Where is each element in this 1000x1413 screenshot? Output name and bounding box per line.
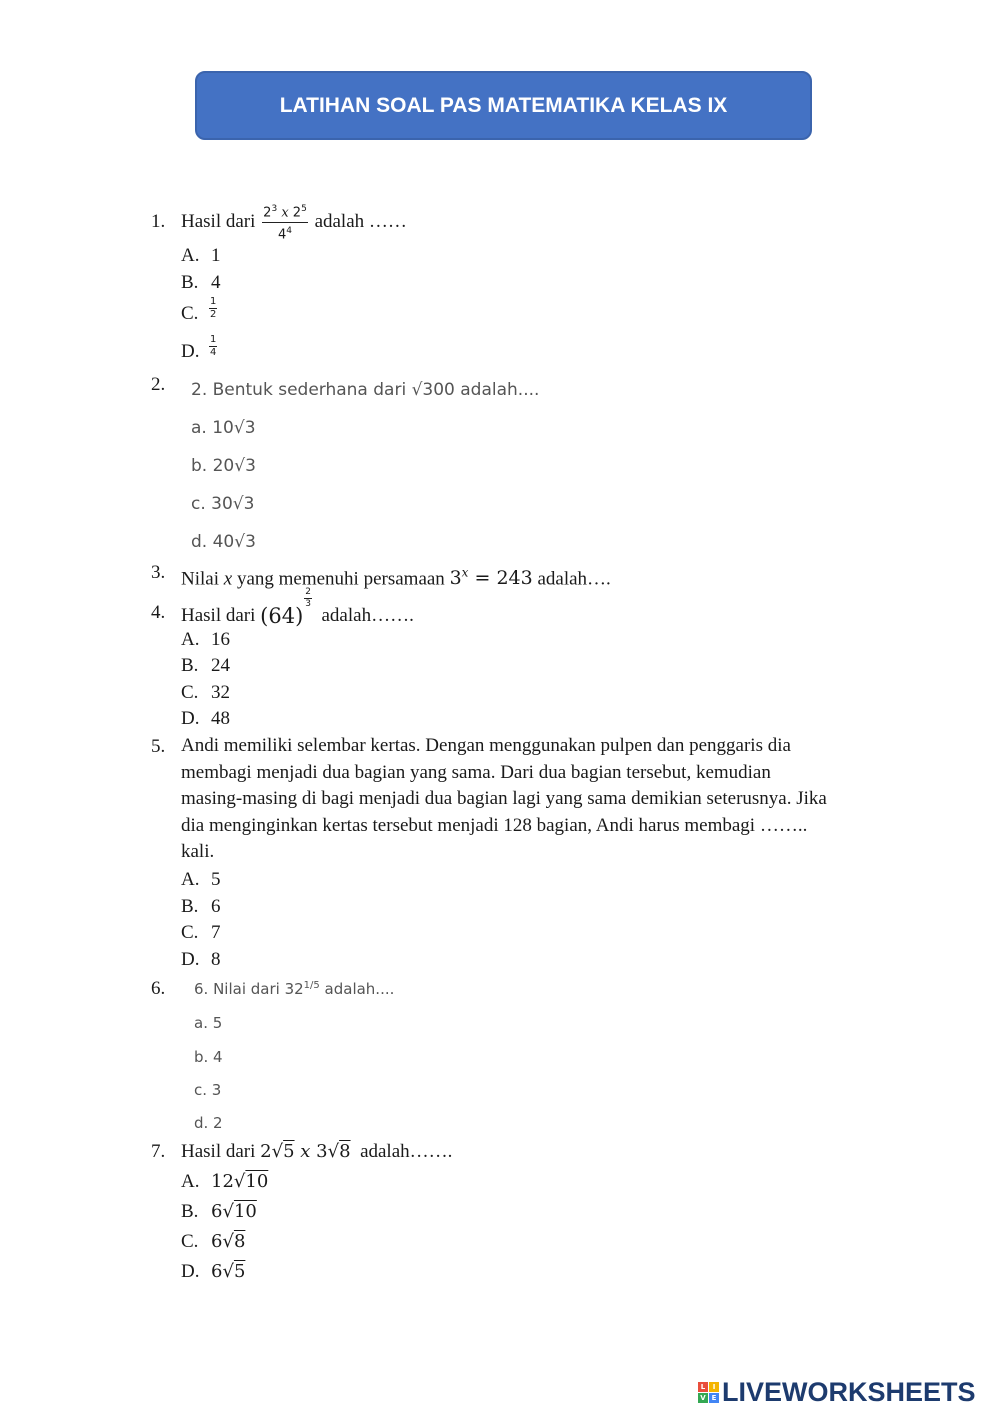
option-letter: B.	[181, 272, 199, 293]
option-letter: D.	[181, 949, 200, 970]
option-letter: A.	[181, 245, 200, 266]
option-value[interactable]: 6√5	[211, 1261, 246, 1282]
option-item[interactable]: d. 2	[194, 1114, 223, 1132]
question-number: 3.	[151, 562, 166, 583]
option-item[interactable]: c. 3	[194, 1081, 222, 1099]
option-value[interactable]: 6√8	[211, 1231, 246, 1252]
option-value[interactable]: $\frac{1}{2}$	[210, 296, 217, 320]
option-value[interactable]: 6	[211, 896, 221, 917]
exponent-fraction: $\frac{2}{3}$	[305, 587, 311, 609]
question-number: 5.	[151, 736, 166, 757]
option-letter: D.	[181, 341, 200, 362]
question-text: Hasil dari (64) $\frac{2}{3}$ adalah…….	[181, 587, 414, 628]
option-value[interactable]: $\frac{1}{4}$	[210, 334, 217, 358]
option-value[interactable]: 5	[211, 869, 221, 890]
option-value[interactable]: 48	[211, 708, 230, 729]
question-text	[181, 197, 407, 247]
title-banner	[195, 71, 812, 140]
option-item[interactable]: b. 4	[194, 1048, 223, 1066]
option-value[interactable]: 7	[211, 922, 221, 943]
page-title: LATIHAN SOAL PAS MATEMATIKA KELAS IX	[279, 93, 728, 117]
liveworksheets-logo[interactable]	[698, 1377, 976, 1408]
option-value[interactable]: 32	[211, 682, 230, 703]
option-letter: C.	[181, 1231, 199, 1252]
question-text: Andi memiliki selembar kertas. Dengan menggunakan pulpen dan penggaris dia membagi menjadi dua bagian yang sama. Dari dua bagian tersebut, kemudian masing-masing di bagi menjadi dua bagian lagi yang sama demikian seterusnya. Jika dia menginginkan kertas tersebut menjadi 128 bagian, Andi harus membagi …….. kali.	[181, 735, 827, 862]
question-text: Nilai x yang memenuhi persamaan 3$^x$ = 243 adalah….	[181, 566, 611, 590]
question-text: 6. Nilai dari $32^{1/5}$ adalah....	[194, 980, 395, 998]
question-prefix: Hasil dari	[181, 211, 256, 232]
option-value[interactable]: 1	[211, 245, 221, 266]
fraction-expression: $\frac{2^3 x 2^5}{4^4}$	[262, 201, 308, 243]
question-text: Hasil dari 2√5 x 3√8 adalah…….	[181, 1141, 453, 1162]
option-letter: C.	[181, 922, 199, 943]
option-value[interactable]: 16	[211, 629, 230, 650]
option-letter: B.	[181, 896, 199, 917]
option-letter: A.	[181, 869, 200, 890]
option-item[interactable]: c. 30√3	[191, 494, 255, 514]
option-item[interactable]: d. 40√3	[191, 532, 256, 552]
option-letter: C.	[181, 303, 199, 324]
option-item[interactable]: a. 5	[194, 1014, 223, 1032]
expression: 2√5 x 3√8	[260, 1141, 351, 1162]
question-number: 7.	[151, 1141, 166, 1162]
option-letter: B.	[181, 1201, 199, 1222]
option-letter: D.	[181, 1261, 200, 1282]
question-number: 1.	[151, 211, 166, 232]
option-value[interactable]: 8	[211, 949, 221, 970]
question-suffix: adalah ……	[314, 211, 407, 232]
option-value[interactable]: 12√10	[211, 1171, 269, 1192]
question-number: 6.	[151, 978, 166, 999]
question-number: 4.	[151, 602, 166, 623]
question-text: 2. Bentuk sederhana dari √300 adalah....	[191, 380, 540, 400]
option-letter: A.	[181, 1171, 200, 1192]
option-letter: A.	[181, 629, 200, 650]
brand-logo-icon: L I V E	[698, 1382, 719, 1403]
brand-name: LIVEWORKSHEETS	[722, 1377, 976, 1407]
option-value[interactable]: 24	[211, 655, 230, 676]
option-letter: D.	[181, 708, 200, 729]
option-letter: C.	[181, 682, 199, 703]
option-value[interactable]: 4	[211, 272, 221, 293]
option-item[interactable]: b. 20√3	[191, 456, 256, 476]
option-letter: B.	[181, 655, 199, 676]
option-value[interactable]: 6√10	[211, 1201, 257, 1222]
option-item[interactable]: a. 10√3	[191, 418, 256, 438]
question-number: 2.	[151, 374, 166, 395]
